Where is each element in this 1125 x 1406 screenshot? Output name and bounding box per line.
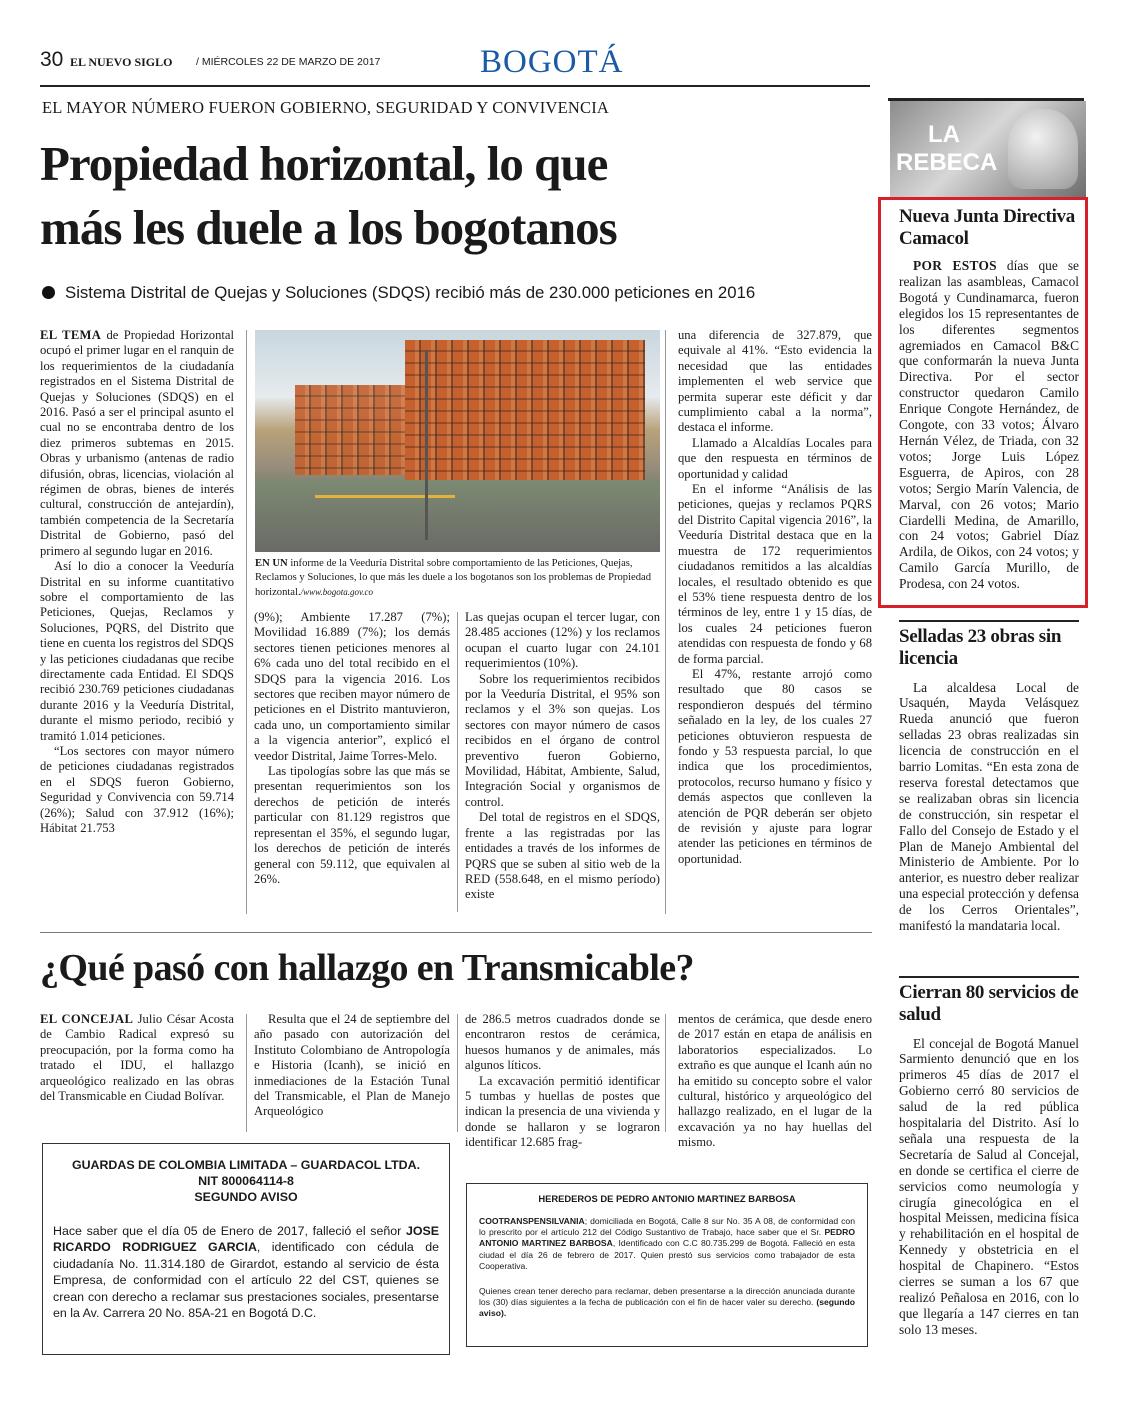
paragraph: Julio César Acosta de Cambio Radical expresó su preocupación, por la forma como ha tratado el IDU, el hallazgo arqueológico realizado en las obras del Transmicable en Ciudad Bolívar. xyxy=(40,1012,235,1104)
article-photo xyxy=(255,330,660,552)
transmicable-headline: ¿Qué pasó con hallazgo en Transmicable? xyxy=(40,947,694,989)
deceased-name: PEDRO ANTONIO MARTINEZ BARBOSA xyxy=(479,1227,855,1249)
sidebar-item-camacol: Nueva Junta Directiva Camacol POR ESTOS días que se realizan las asambleas, Camacol Bogotá y Cundinamarca, fueron elegidos los 15 representantes de los diferentes segmentos agremiados en Camacol B&C que conformarán la nueva Junta Directiva. Por el sector constructor quedaron Camilo Enrique Congote Hernández, de Congote, con 33 votos; Álvaro Hernán Vélez, de Triada, con 32 votos; Jorge Luis López Esguerra, de Apiros, con 28 votos; Sergio Marín Valencia, de Marval, con 26 votos; Mario Ciardelli Medina, de Amarillo, con 24 votos; Gabriel Díaz Ardila, de Oikos, con 24 votos; y Camilo García Murillo, de Prodesa, con 24 votos. xyxy=(899,206,1079,592)
sidebar-banner xyxy=(890,101,1086,197)
sidebar-item-body: La alcaldesa Local de Usaquén, Mayda Velásquez Rueda anunció que fueron selladas 23 obras realizadas sin licencia de construcción en el barrio Lomitas. “En esta zona de reserva forestal detectamos que se realizaban obras sin licencia de construcción, sin respetar el Fallo del Consejo de Estado y el Plan de Manejo Ambiental del Ministerio de Ambiente. Por lo anterior, es nuestro deber realizar una especial protección y defensa de los Cerros Orientales”, manifestó la mandataria local. xyxy=(899,679,1079,934)
paragraph: En el informe “Análisis de las peticiones, quejas y reclamos PQRS del Distrito Capital vigencia 2016”, la Veeduría Distrital destaca que en la muestra de 172 requerimientos ciudadanos remitidos a las alcaldías locales, el resultado obtenido es que el 53% tiene respuesta dentro de los términos de ley, entre 1 y 15 días, de los cuales 24 peticiones fueron atendidas con respuesta de fondo y 68 de forma parcial. xyxy=(678,482,872,666)
paragraph: Del total de registros en el SDQS, frente a las registradas por las entidades a través de los informes de PQRS que se suben al sitio web de la RED (558.648, en el mismo período) existe xyxy=(465,810,660,902)
notice-nit: NIT 800064114-8 xyxy=(198,1174,294,1188)
statue-icon xyxy=(1008,109,1078,189)
transmicable-column-1 xyxy=(40,1012,234,1104)
subhead xyxy=(42,283,755,303)
paragraph: La excavación permitió identificar 5 tumbas y huellas de postes que indican la presencia de una vivienda y donde se hallaron y se lograron identificar 12.685 frag- xyxy=(465,1073,660,1150)
headline xyxy=(40,132,870,260)
page-number: 30 xyxy=(40,48,64,71)
lead-in: EL TEMA xyxy=(40,328,102,342)
paragraph: Las tipologías sobre las que más se presentan requerimientos son los derechos de petición de interés particular con 81.129 registros que representan el 35%, el segundo lugar, los derechos de petición de interés general con 59.112, que equivalen al 26%. xyxy=(254,764,450,886)
notice-title: HEREDEROS DE PEDRO ANTONIO MARTINEZ BARBOSA xyxy=(538,1193,796,1204)
paragraph: “Los sectores con mayor número de peticiones ciudadanas registrados en el SDQS fueron Gobierno, Seguridad y Convivencia con 59.714 (26%); Salud con 37.912 (16%); Hábitat 21.753 xyxy=(40,743,234,835)
legal-notice-guardacol xyxy=(42,1143,450,1355)
issue-date: / MIÉRCOLES 22 DE MARZO DE 2017 xyxy=(196,56,381,68)
sidebar-item-body: El concejal de Bogotá Manuel Sarmiento denunció que en los primeros 45 días de 2017 el Gobierno cerró 80 servicios de salud de la red pública hospitalaria del Distrito. Así lo señala una respuesta de la Secretaría de Salud al Concejal, en donde se certifica el cierre de servicios como neumología y cirugía ginecológica en el hospital Meissen, medicina física y rehabilitación en el hospital de Kennedy y obstetricia en el hospital de Chapinero. “Estos cierres se suman a los 67 que realizó Peñalosa en 2016, con lo que llegaría a 147 cierres en tan solo 13 meses. xyxy=(899,1035,1079,1337)
caption-text: informe de la Veeduría Distrital sobre comportamiento de las Peticiones, Quejas, Reclamos y Soluciones, lo que más les duele a los bogotanos son los problemas de Propiedad horizontal. xyxy=(255,558,652,598)
subheading-paragraph: Llamado a Alcaldías Locales para que den respuesta en términos de oportunidad y calidad xyxy=(678,435,872,481)
article-column-1 xyxy=(40,328,234,836)
paragraph: Las quejas ocupan el tercer lugar, con 28.485 acciones (12%) y los reclamos ocupan el cuarto lugar con 24.101 requerimientos (10%). xyxy=(465,610,660,671)
notice-claim: Quienes crean tener derecho para reclamar, deben presentarse a la dirección anunciada durante los (30) días siguientes a la fecha de publicación con el fin de hacer valer su derecho. (segundo aviso). xyxy=(479,1286,855,1319)
article-column-2 xyxy=(254,610,450,887)
transmicable-column-3 xyxy=(465,1012,660,1151)
transmicable-column-2 xyxy=(254,1012,450,1120)
notice-body: COOTRANSPENSILVANIA; domiciliada en Bogotá, Calle 8 sur No. 35 A 08, de conformidad con lo prescrito por el artículo 212 del Código Sustantivo de Trabajo, hace saber que el Sr. PEDRO ANTONIO MARTINEZ BARBOSA, Identificado con C.C 80.735.299 de Bogotá. Falleció en esta ciudad el día 26 de febrero de 2017. Quien prestó sus servicios como trabajador de esta Cooperativa. xyxy=(479,1216,855,1271)
sidebar-item-body: días que se realizan las asambleas, Camacol Bogotá y Cundinamarca, fueron elegidos los 15 representantes de los diferentes segmentos agremiados en Camacol B&C que conformarán la nueva Junta Directiva. Por el sector constructor quedaron Camilo Enrique Congote Hernández, de Congote, con 33 votos; Álvaro Hernán Vélez, de Triada, con 32 votos; Jorge Luis López Esguerra, de Apiros, con 28 votos; Sergio Marín Valencia, de Marval, con 26 votos; Mario Ciardelli Medina, de Amarillo, con 24 votos; Gabriel Díaz Ardila, de Oikos, con 24 votos; y Camilo García Murillo, de Prodesa, con 24 votos. xyxy=(899,258,1079,592)
caption-lead: EN UN xyxy=(255,558,288,569)
legal-notice-herederos xyxy=(466,1183,868,1347)
bullet-icon xyxy=(42,286,55,299)
transmicable-column-4 xyxy=(678,1012,872,1151)
sidebar-item-selladas xyxy=(899,620,1079,934)
notice-status: SEGUNDO AVISO xyxy=(194,1190,298,1204)
sidebar-item-salud xyxy=(899,976,1079,1338)
paragraph: El 47%, restante arrojó como resultado que 80 casos se respondieron después del término señalado en la ley, de los cuales 27 peticiones obtuvieron respuesta de fondo y 53 respuesta parcial, lo que indica que los procedimientos, protocolos, recurso humano y físico y demás aspectos que conlleven la atención de PQR deberán ser objeto de revisión y ajuste para lograr atender las peticiones en términos de oportunidad. xyxy=(678,666,872,866)
deceased-name: JOSE RICARDO RODRIGUEZ GARCIA xyxy=(53,1224,439,1255)
article-column-3 xyxy=(465,610,660,903)
banner-title-2: REBECA xyxy=(896,149,998,176)
paragraph: de Propiedad Horizontal ocupó el primer lugar en el ranquin de los requerimientos de la ciudadanía registrados en el Sistema Distrital de Quejas y Soluciones (SDQS) en el 2016. Pasó a ser el principal asunto el cual no se encontraba dentro de los diez primeros subtemas en 2015. Obras y urbanismo (antenas de radio difusión, obras, licencias, violación al régimen de obras, bienes de interés cultural, construcción de antejardín), también competencia de la Secretaría Distrital de Gobierno, pasó del primero al segundo lugar en 2016. xyxy=(40,328,234,558)
lead-in: EL CONCEJAL xyxy=(40,1012,134,1026)
notice-body: Hace saber que el día 05 de Enero de 2017, falleció el señor JOSE RICARDO RODRIGUEZ GARCIA, identificado con cédula de ciudadanía No. 11.314.180 de Girardot, estando al servicio de ésta Empresa, de conformidad con el artículo 22 del CST, quienes se crean con derecho a reclamar sus prestaciones sociales, presentarse en la Av. Carrera 20 No. 85A-21 en Bogotá D.C. xyxy=(53,1224,439,1321)
paragraph: mentos de cerámica, que desde enero de 2017 están en etapa de análisis en laboratorios especializados. Lo extraño es que aunque el Icanh aún no ha emitido su concepto sobre el valor cultural, histórico y arqueológico del hallazgo realizado, en el lugar de la excavación ya no hay huellas del mismo. xyxy=(678,1012,872,1150)
notice-company: GUARDAS DE COLOMBIA LIMITADA – GUARDACOL LTDA. xyxy=(71,1158,421,1172)
subhead-text: Sistema Distrital de Quejas y Soluciones (SDQS) recibió más de 230.000 peticiones en 2016 xyxy=(65,283,756,302)
paragraph: una diferencia de 327.879, que equivale al 41%. “Esto evidencia la necesidad que las entidades implementen el web service que permita superar este déficit y dar cumplimiento cabal a la norma”, destaca el informe. xyxy=(678,328,872,435)
sidebar-item-title: Cierran 80 servicios de salud xyxy=(899,981,1079,1025)
sidebar-item-title: Selladas 23 obras sin licencia xyxy=(899,625,1062,669)
paragraph: (9%); Ambiente 17.287 (7%); Movilidad 16.889 (7%); los demás sectores tienen peticiones menores al 6% cada uno del total recibido en el SDQS para la vigencia 2016. Los sectores que reciben mayor número de peticiones en el Distrito mantuvieron, cada uno, un comportamiento similar a la vigencia anterior”, explicó el veedor Distrital, Jaime Torres-Melo. xyxy=(254,610,450,763)
headline-line-1: Propiedad horizontal, lo que xyxy=(40,136,608,191)
section-title: BOGOTÁ xyxy=(480,44,624,80)
paragraph: Así lo dio a conocer la Veeduría Distrital en su informe cuantitativo sobre el comportamiento de las Peticiones, Quejas, Reclamos y Soluciones, PQRS, del Distrito que tiene en cuenta los registros del SDQS y las peticiones ciudadanas que recibe directamente cada Entidad. El SDQS recibió 230.769 peticiones ciudadanas durante 2016 y la Veeduría Distrital, durante el mismo periodo, recibió y tramitó 1.014 peticiones. xyxy=(40,559,234,743)
paragraph: de 286.5 metros cuadrados donde se encontraron restos de cerámica, huesos humanos y de animales, más algunos líticos. xyxy=(465,1012,660,1073)
sidebar-item-title: Nueva Junta Directiva Camacol xyxy=(899,206,1075,249)
page-header xyxy=(40,44,870,80)
kicker: EL MAYOR NÚMERO FUERON GOBIERNO, SEGURIDAD Y CONVIVENCIA xyxy=(42,98,610,117)
photo-caption xyxy=(255,557,663,600)
paper-name: EL NUEVO SIGLO xyxy=(70,55,173,69)
banner-title-1: LA xyxy=(928,121,960,148)
photo-credit: /www.bogota.gov.co xyxy=(300,587,374,597)
paragraph: Sobre los requerimientos recibidos por la Veeduría Distrital, el 95% son reclamos y el 3% son quejas. Los sectores con mayor número de casos recibidos en el órgano de control preventivo fueron Gobierno, Movilidad, Hábitat, Ambiente, Salud, Integración Social y organismos de control. xyxy=(465,671,660,809)
article-column-4 xyxy=(678,328,872,867)
headline-line-2: más les duele a los bogotanos xyxy=(40,200,617,255)
paragraph: Resulta que el 24 de septiembre del año pasado con autorización del Instituto Colombiano de Antropología e Historia (Icanh), se inició en inmediaciones de la Estación Tunal del Transmicable, el Plan de Manejo Arqueológico xyxy=(254,1012,450,1119)
